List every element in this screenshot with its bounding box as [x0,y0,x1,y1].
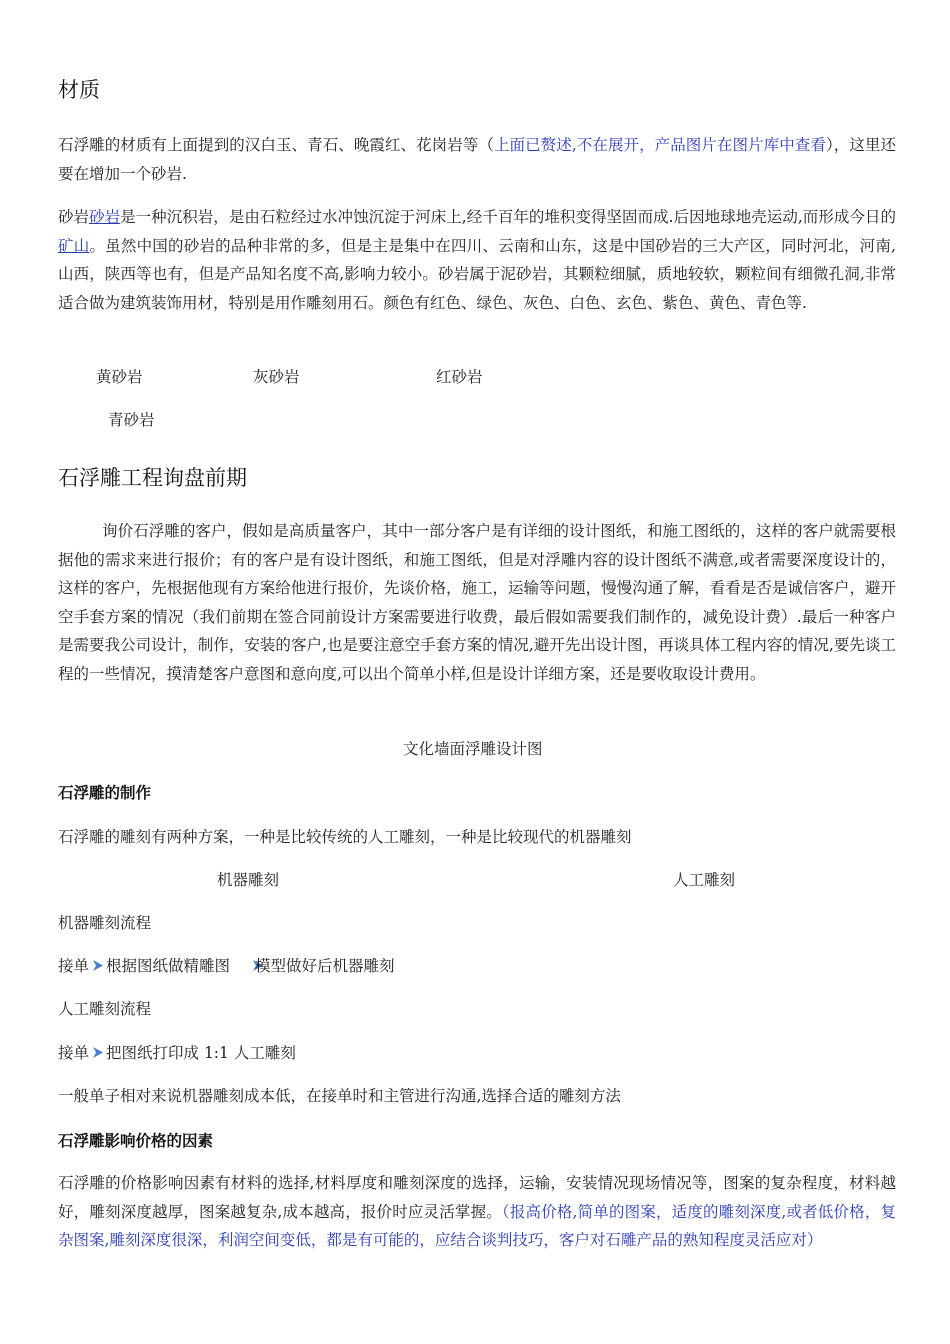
caption-culture-wall: 文化墙面浮雕设计图 [403,740,543,758]
machine-step-2: 根据图纸做精雕图 [106,957,231,975]
making-intro: 石浮雕的雕刻有两种方案，一种是比较传统的人工雕刻，一种是比较现代的机器雕刻 [58,828,632,846]
inquiry-paragraph: 询价石浮雕的客户，假如是高质量客户，其中一部分客户是有详细的设计图纸，和施工图纸的，这样的客户就需要根据他的需求来进行报价；有的客户是有设计图纸，和施工图纸，但是对浮雕内容的设计图纸不满意,或者需要深度设计的，这样的客户，先根据他现有方案给他进行报价，先谈价格，施工，运输等问题，慢慢沟通了解，看看是否是诚信客户，避开空手套方案的情况（我们前期在签合同前设计方案需要进行收费，最后假如需要我们制作的，减免设计费）.最后一种客户是需要我公司设计，制作，安装的客户,也是要注意空手套方案的情况,避开先出设计图，再谈具体工程内容的情况,要先谈工程的一些情况，摸清楚客户意图和意向度,可以出个简单小样,但是设计详细方案，还是要收取设计费用。 [58,522,896,683]
manual-step-2: 把图纸打印成 1:1 人工雕刻 [106,1044,296,1062]
carving-note: 一般单子相对来说机器雕刻成本低，在接单时和主管进行沟通,选择合适的雕刻方法 [58,1087,621,1105]
mine-link[interactable]: 矿山 [58,236,90,255]
sandstone-paragraph [58,203,896,317]
manual-step-1: 接单 [58,1044,90,1062]
arrow-right-icon [92,1046,105,1059]
heading-making: 石浮雕的制作 [58,784,152,802]
caption-grey-sandstone: 灰砂岩 [253,368,300,386]
caption-red-sandstone: 红砂岩 [436,368,483,386]
sandstone-link[interactable]: 砂岩 [89,208,121,226]
material-p1-blue-note: 上面已赘述,不在展开，产品图片在图片库中查看 [493,136,826,154]
heading-price-factors: 石浮雕影响价格的因素 [58,1132,214,1150]
caption-machine-carving: 机器雕刻 [217,871,280,889]
price-blue-note: （报高价格,简单的图案，适度的雕刻深度,或者低价格，复杂图案,雕刻深度很深，利润空间变低，都是有可能的，应结合谈判技巧，客户对石雕产品的熟知程度灵活应对） [58,1202,896,1250]
heading-material: 材质 [58,78,100,102]
caption-yellow-sandstone: 黄砂岩 [96,368,143,386]
price-paragraph [58,1169,896,1255]
sandstone-p-text-b: 是一种沉积岩，是由石粒经过水冲蚀沉淀于河床上,经千百年的堆积变得坚固而成.后因地球地壳运动,而形成今日的 [120,208,896,226]
arrow-right-icon [92,959,105,972]
manual-flow [58,1041,296,1063]
material-p1-text-b: ），这里还要在增加一个砂岩. [58,136,896,183]
material-paragraph-1 [58,131,896,188]
caption-manual-carving: 人工雕刻 [673,871,736,889]
machine-flow-title: 机器雕刻流程 [58,914,152,932]
sandstone-p-text-c: 。虽然中国的砂岩的品种非常的多，但是主是集中在四川、云南和山东，这是中国砂岩的三大产区，同时河北，河南,山西，陕西等也有，但是产品知名度不高,影响力较小。砂岩属于泥砂岩，其颗粒细腻，质地较软，颗粒间有细微孔洞,非常适合做为建筑装饰用材，特别是用作雕刻用石。颜色有红色、绿色、灰色、白色、玄色、紫色、黄色、青色等. [58,236,896,312]
machine-flow [58,954,395,976]
machine-step-3: 模型做好后机器雕刻 [255,957,395,975]
machine-step-1: 接单 [58,957,90,975]
material-p1-text-a: 石浮雕的材质有上面提到的汉白玉、青石、晚霞红、花岗岩等（ [58,136,494,154]
manual-flow-title: 人工雕刻流程 [58,1000,152,1018]
sandstone-p-text-a: 砂岩 [58,208,90,226]
caption-cyan-sandstone: 青砂岩 [108,411,155,429]
price-text: 石浮雕的价格影响因素有材料的选择,材料厚度和雕刻深度的选择，运输，安装情况现场情况等，图案的复杂程度，材料越好，雕刻深度越厚，图案越复杂,成本越高，报价时应灵活掌握。 [58,1174,896,1221]
heading-inquiry: 石浮雕工程询盘前期 [58,466,247,490]
